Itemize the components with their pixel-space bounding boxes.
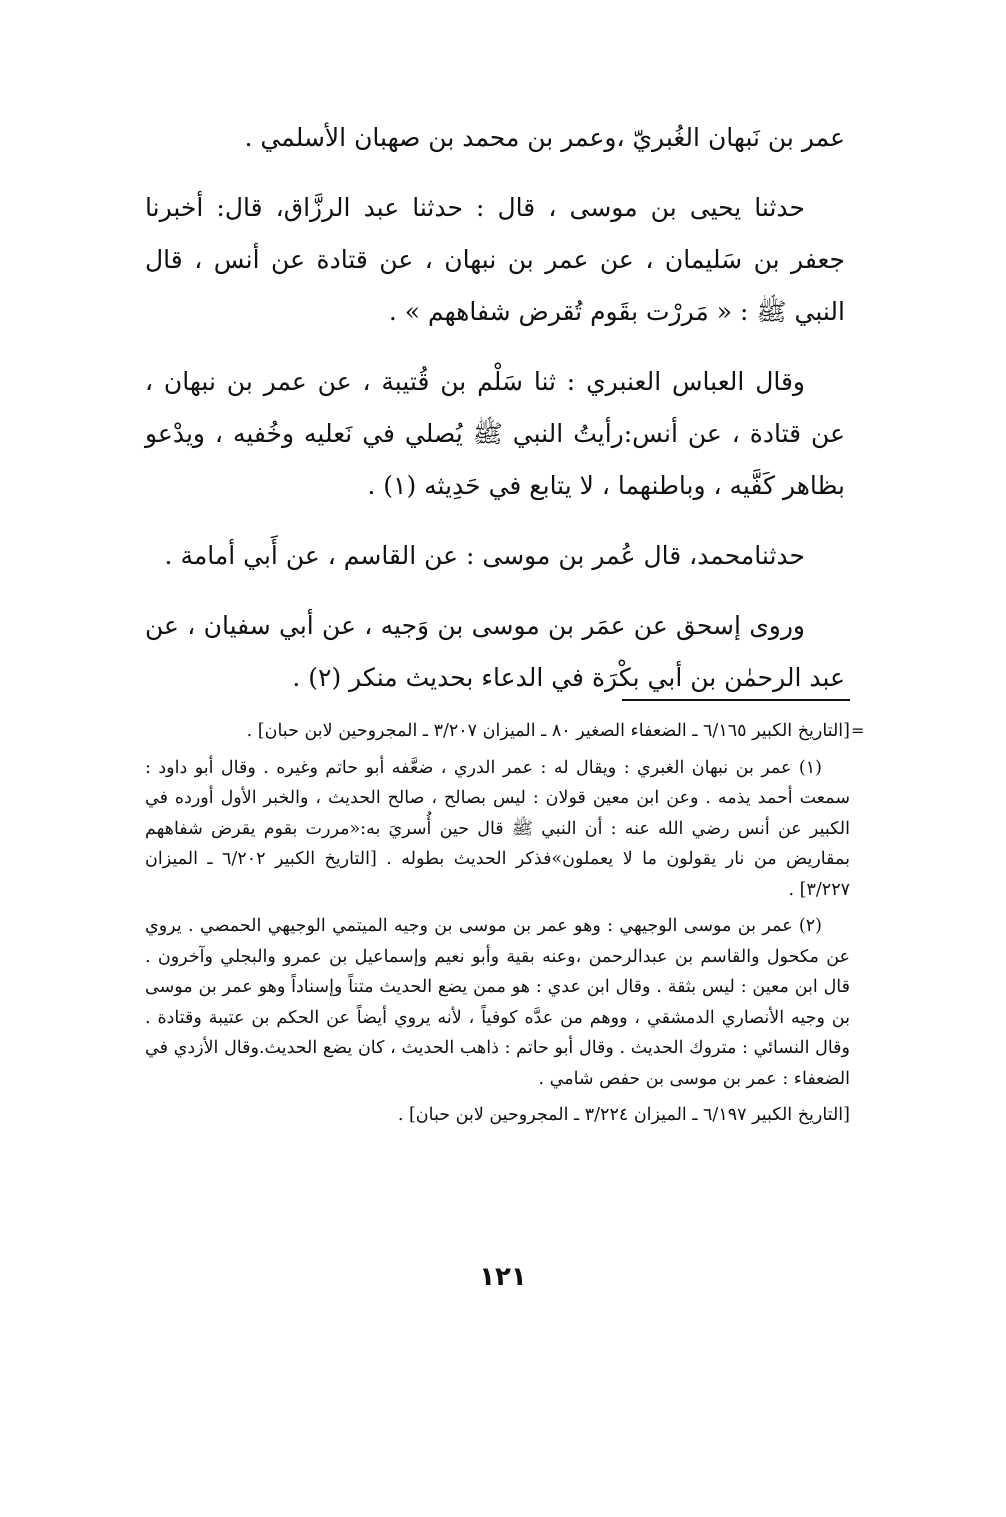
paragraph-3: وقال العباس العنبري : ثنا سَلْم بن قُتيبة ، عن عمر بن نبهان ، عن قتادة ، عن أنس:رأيتُ النبي ﷺ يُصلي في نَعليه وخُفيه ، ويدْعو بظاهر كَفَّيه ، وباطنهما ، لا يتابع في حَدِيثه (١) . xyxy=(145,367,845,500)
footnote-1: (١) عمر بن نبهان الغبري : ويقال له : عمر الدري ، ضعَّفه أبو حاتم وغيره . وقال أبو داود : سمعت أحمد يذمه . وعن ابن معين قولان : ليس بصالح ، صالح الحديث ، والخبر الأول أورده في الكبير عن أنس رضي الله عنه : أن النبي ﷺ قال حين أُسريَ به:«مررت بقوم يقرض شفاههم بمقاريض من نار يقولون ما لا يعملون»فذكر الحديث بطوله . [التاريخ الكبير ٦/٢٠٢ ـ الميزان ٣/٢٢٧] . xyxy=(145,757,850,900)
main-text xyxy=(145,112,845,722)
paragraph-5: وروى إسحق عن عمَر بن موسى بن وَجيه ، عن أبي سفيان ، عن عبد الرحمٰن بن أبي بكْرَة في الدعاء بحديث منكر (٢) . xyxy=(145,611,845,692)
page-number: ١٢١ xyxy=(479,1262,527,1292)
continuation-mark: = xyxy=(851,721,865,740)
footnote-separator xyxy=(622,699,850,701)
footnote-continued: [التاريخ الكبير ٦/١٦٥ ـ الضعفاء الصغير ٨٠ ـ الميزان ٣/٢٠٧ ـ المجروحين لابن حبان] . xyxy=(246,721,850,741)
footnote-2: (٢) عمر بن موسى الوجيهي : وهو عمر بن موسى بن وجيه الميتمي الوجيهي الحمصي . يروي عن مكحول والقاسم بن عبدالرحمن ،وعنه بقية وأبو نعيم وإسماعيل بن عمرو والبجلي وآخرون . قال ابن معين : ليس بثقة . وقال ابن عدي : هو ممن يضع الحديث متناً وإسناداً وهو عمر بن موسى بن وجيه الأنصاري الدمشقي ، ووهم من عدَّه كوفياً ، لأنه يروي أيضاً عن الحكم بن عتيبة وقتادة . وقال النسائي : متروك الحديث . وقال أبو حاتم : ذاهب الحديث ، كان يضع الحديث.وقال الأزدي في الضعفاء : عمر بن موسى بن حفص شامي . xyxy=(145,916,850,1089)
footnotes xyxy=(145,716,850,1137)
paragraph-2: حدثنا يحيى بن موسى ، قال : حدثنا عبد الرزَّاق، قال: أخبرنا جعفر بن سَليمان ، عن عمر بن نبهان ، عن قتادة عن أنس ، قال النبي ﷺ : « مَررْت بقَوم تُقرض شفاههم » . xyxy=(145,193,845,326)
paragraph-1: عمر بن نَبهان الغُبريّ ،وعمر بن محمد بن صهبان الأسلمي . xyxy=(244,123,845,152)
paragraph-4: حدثنامحمد، قال عُمر بن موسى : عن القاسم ، عن أَبي أمامة . xyxy=(164,541,805,570)
footnote-2-references: [التاريخ الكبير ٦/١٩٧ ـ الميزان ٣/٢٢٤ ـ المجروحين لابن حبان] . xyxy=(397,1105,850,1125)
